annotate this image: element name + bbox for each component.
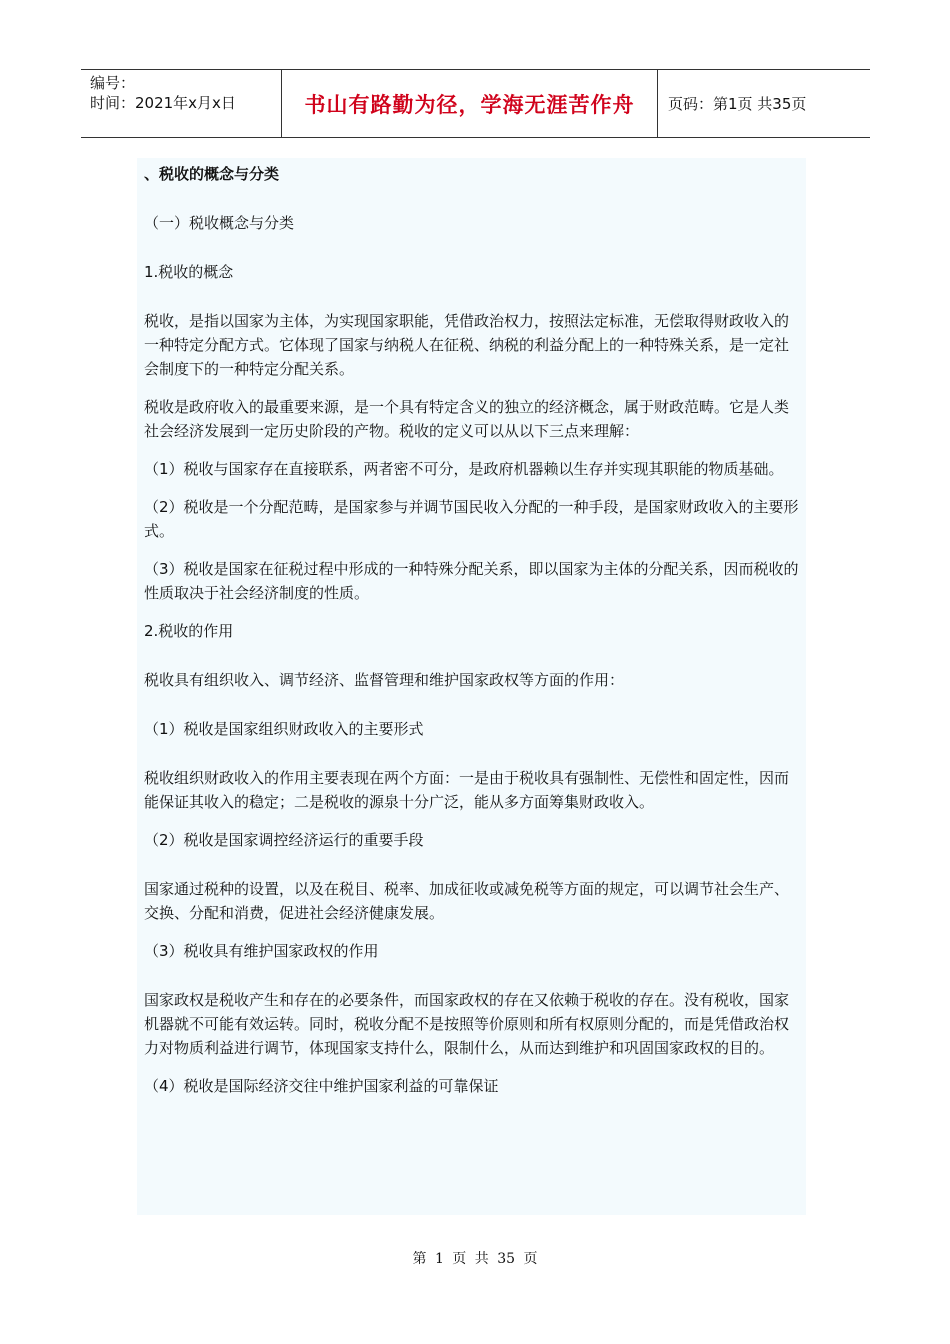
header-page-info: 页码：第1页 共35页 [668,95,807,113]
page-footer: 第 1 页 共 35 页 [412,1251,538,1267]
paragraph: 税收，是指以国家为主体，为实现国家职能，凭借政治权力，按照法定标准，无偿取得财政收入的一种特定分配方式。它体现了国家与纳税人在征税、纳税的利益分配上的一种特殊关系，是一定社会制度下的一种特定分配关系。 [144,312,790,378]
header-motto: 书山有路勤为径，学海无涯苦作舟 [281,70,658,137]
heading-function: 2.税收的作用 [144,622,234,640]
paragraph: 国家通过税种的设置，以及在税目、税率、加成征收或减免税等方面的规定，可以调节社会生产、交换、分配和消费，促进社会经济健康发展。 [144,880,790,922]
paragraph: （3）税收具有维护国家政权的作用 [144,942,379,960]
paragraph: 税收具有组织收入、调节经济、监督管理和维护国家政权等方面的作用： [144,671,625,689]
paragraph: （2）税收是国家调控经济运行的重要手段 [144,831,424,849]
paragraph: （3）税收是国家在征税过程中形成的一种特殊分配关系，即以国家为主体的分配关系，因而税收的性质取决于社会经济制度的性质。 [144,560,799,602]
paragraph: 税收组织财政收入的作用主要表现在两个方面：一是由于税收具有强制性、无偿性和固定性，因而能保证其收入的稳定；二是税收的源泉十分广泛，能从多方面筹集财政收入。 [144,769,790,811]
paragraph: 税收是政府收入的最重要来源，是一个具有特定含义的独立的经济概念，属于财政范畴。它是人类社会经济发展到一定历史阶段的产物。税收的定义可以从以下三点来理解： [144,398,790,440]
paragraph: （1）税收是国家组织财政收入的主要形式 [144,720,424,738]
paragraph: 国家政权是税收产生和存在的必要条件，而国家政权的存在又依赖于税收的存在。没有税收，国家机器就不可能有效运转。同时，税收分配不是按照等价原则和所有权原则分配的，而是凭借政治权力对物质利益进行调节，体现国家支持什么，限制什么，从而达到维护和巩固国家政权的目的。 [144,991,790,1057]
paragraph: （1）税收与国家存在直接联系，两者密不可分，是政府机器赖以生存并实现其职能的物质基础。 [144,460,784,478]
heading-concept: 1.税收的概念 [144,263,234,281]
subsection-heading: （一）税收概念与分类 [144,214,295,232]
paragraph: （2）税收是一个分配范畴，是国家参与并调节国民收入分配的一种手段，是国家财政收入的主要形式。 [144,498,799,540]
document-header [81,69,870,138]
header-meta [81,70,281,137]
paragraph: （4）税收是国际经济交往中维护国家利益的可靠保证 [144,1077,499,1095]
document-time-label: 时间：2021年x月x日 [90,94,236,112]
section-title: 、税收的概念与分类 [144,165,280,183]
document-number-label: 编号： [90,74,136,92]
document-body [137,158,806,1215]
